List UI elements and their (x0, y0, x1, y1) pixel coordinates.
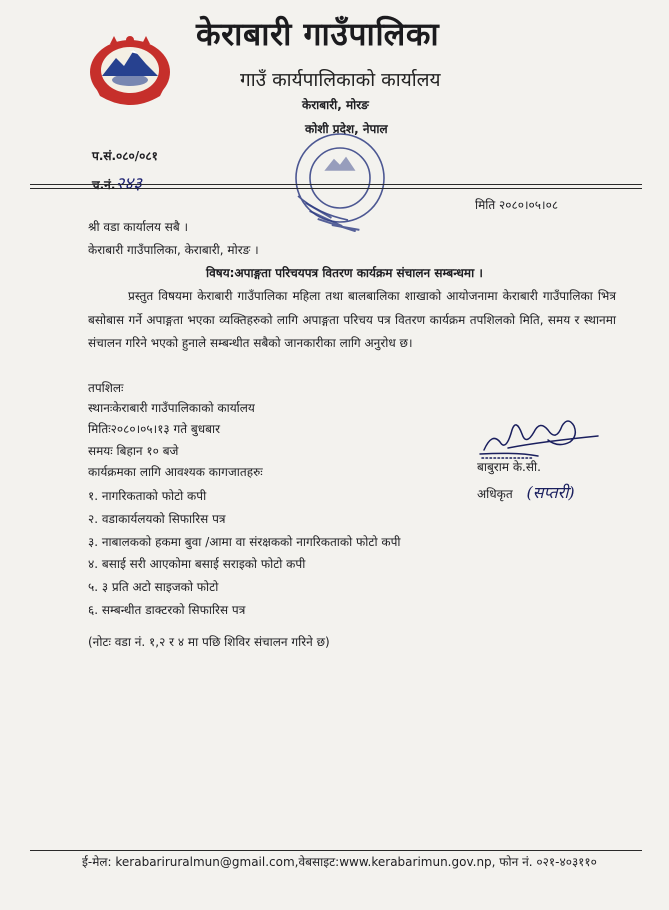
address-line-1: केराबारी, मोरङ (302, 98, 369, 112)
body-paragraph: प्रस्तुत विषयमा केराबारी गाउँपालिका महिला तथा बालबालिका शाखाको आयोजनामा केराबारी गाउँपालिका भित्र बसोबास गर्ने अपाङ्गता भएका व्यक्तिहरुको लागि अपाङ्गता परिचय पत्र वितरण कार्यक्रम तपशिलको मिति, समय र स्थानमा संचालन गरिने भएको हुनाले सम्बन्धीत सबैको जानकारीका लागि अनुरोध छ। (88, 289, 616, 350)
office-stamp (288, 126, 392, 232)
document-item: ५. ३ प्रति अटो साइजको फोटो (88, 580, 219, 594)
document-item: ४. बसाई सरी आएकोमा बसाई सराइको फोटो कपी (88, 557, 306, 571)
documents-heading: कार्यक्रमका लागि आवश्यक कागजातहरुः (88, 465, 263, 479)
document-item: ६. सम्बन्धीत डाक्टरको सिफारिस पत्र (88, 603, 246, 617)
office-name: गाउँ कार्यपालिकाको कार्यालय (240, 69, 441, 91)
recipient-line-2: केराबारी गाउँपालिका, केराबारी, मोरङ । (88, 243, 259, 257)
details-date: मितिः२०८०।०५।१३ गते बुधबार (88, 422, 220, 436)
letter-date: मिति २०८०।०५।०८ (475, 198, 559, 212)
signatory-handwritten-note: (सप्तरी) (526, 483, 575, 502)
details-place: स्थानःकेराबारी गाउँपालिकाको कार्यालय (88, 401, 255, 415)
details-heading: तपशिलः (88, 381, 124, 395)
subject-line: विषय:अपाङ्गता परिचयपत्र वितरण कार्यक्रम संचालन सम्बन्धमा । (206, 266, 483, 280)
signatory-designation: अधिकृत (477, 487, 513, 501)
footer-rule (30, 850, 642, 851)
signatory-designation-line (477, 481, 575, 503)
header-rule-bottom (30, 188, 642, 189)
document-item: २. वडाकार्यलयको सिफारिस पत्र (88, 512, 226, 526)
reference-number: प.सं.०८०/०८१ (92, 149, 158, 163)
dispatch-number-value: २४३ (115, 174, 142, 194)
footer-contact: ई-मेल: kerabariruralmun@gmail.com,वेबसाइट:www.kerabarimun.gov.np, फोन नं. ०२१-४०३११० (82, 855, 597, 869)
recipient-line-1: श्री वडा कार्यालय सबै । (88, 220, 189, 234)
organization-name: केराबारी गाउँपालिका (196, 15, 440, 53)
government-emblem (86, 30, 174, 110)
document-item: ३. नाबालकको हकमा बुवा /आमा वा संरक्षकको नागरिकताको फोटो कपी (88, 535, 401, 549)
note-text: (नोटः वडा नं. १,२ र ४ मा पछि शिविर संचालन गरिने छ) (88, 635, 330, 649)
dispatch-number-label: च.नं. (92, 178, 116, 192)
signatory-name: बाबुराम के.सी. (477, 460, 541, 474)
dispatch-number (92, 171, 142, 194)
document-item: १. नागरिकताको फोटो कपी (88, 489, 207, 503)
details-time: समयः बिहान १० बजे (88, 444, 179, 458)
header-rule-top (30, 184, 642, 185)
address-line-2: कोशी प्रदेश, नेपाल (305, 122, 388, 136)
